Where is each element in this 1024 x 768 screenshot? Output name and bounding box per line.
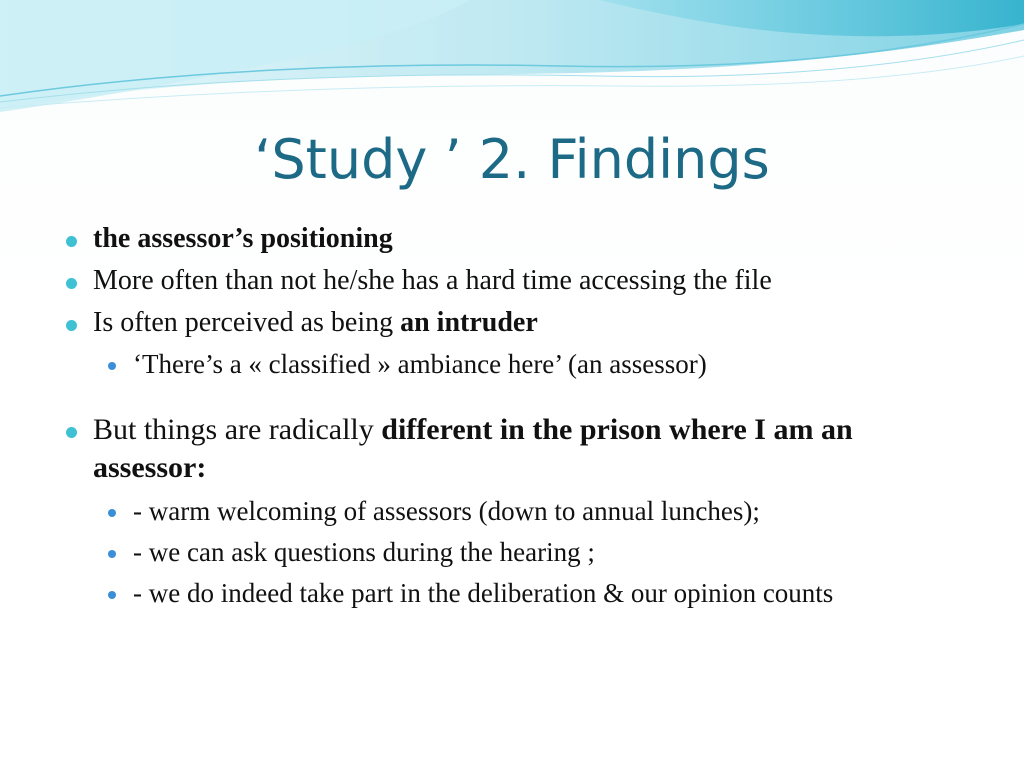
sub-list-item	[66, 577, 966, 610]
bullet-list	[66, 222, 966, 618]
small-round-bullet-icon	[108, 591, 116, 599]
list-item-bold-text: different in the prison where I am an assessor:	[93, 413, 853, 484]
sub-list-item	[66, 495, 966, 528]
small-round-bullet-icon	[108, 362, 116, 370]
small-round-bullet-icon	[108, 509, 116, 517]
sub-list-item-text: - we do indeed take part in the deliberation & our opinion counts	[133, 578, 834, 608]
spacer	[66, 389, 966, 411]
small-round-bullet-icon	[108, 550, 116, 558]
list-item	[66, 411, 966, 487]
slide-title: ‘Study ’ 2. Findings	[254, 128, 770, 191]
decorative-wave-header	[0, 0, 1024, 130]
round-bullet-icon	[66, 278, 77, 289]
list-item-text: But things are radically	[93, 413, 382, 446]
sub-list-item	[66, 536, 966, 569]
sub-list-item-text: ‘There’s a « classified » ambiance here’ (an assessor)	[133, 349, 707, 379]
sub-list-item-text: - we can ask questions during the hearing ;	[133, 537, 595, 567]
round-bullet-icon	[66, 427, 77, 438]
round-bullet-icon	[66, 236, 77, 247]
sub-list-item-text: - warm welcoming of assessors (down to annual lunches);	[133, 496, 760, 526]
list-item-text: More often than not he/she has a hard time accessing the file	[93, 265, 772, 296]
list-item	[66, 264, 966, 298]
list-item	[66, 222, 966, 256]
sub-list-item	[66, 348, 966, 381]
list-item	[66, 306, 966, 340]
round-bullet-icon	[66, 320, 77, 331]
list-item-bold-text: the assessor’s positioning	[93, 223, 393, 254]
list-item-bold-text: an intruder	[400, 307, 538, 338]
list-item-text: Is often perceived as being	[93, 307, 401, 338]
